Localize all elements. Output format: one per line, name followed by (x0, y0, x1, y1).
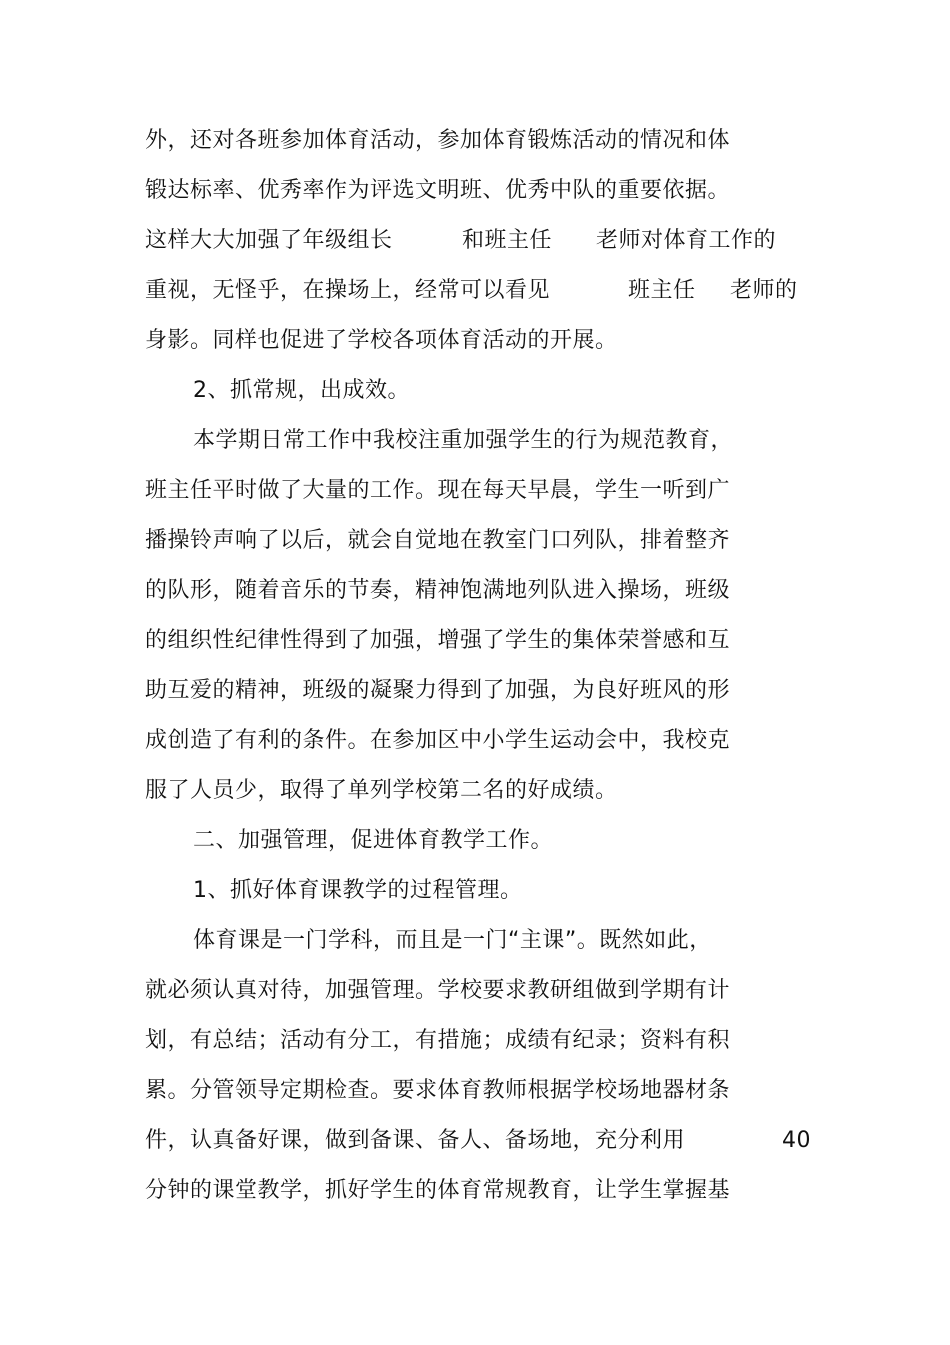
text-line: 老师的 (730, 278, 798, 303)
text-line: 老师对体育工作的 (596, 228, 777, 253)
text-line: 重视，无怪乎，在操场上，经常可以看见 (145, 278, 551, 303)
text-line: 累。分管领导定期检查。要求体育教师根据学校场地器材条 (145, 1078, 731, 1103)
text-line: 划，有总结；活动有分工，有措施；成绩有纪录；资料有积 (145, 1028, 731, 1053)
text-line: 的队形，随着音乐的节奏，精神饱满地列队进入操场，班级 (145, 578, 731, 603)
section-heading: 二、加强管理，促进体育教学工作。 (193, 828, 554, 853)
text-line: 这样大大加强了年级组长 (145, 228, 393, 253)
text-line: 身影。同样也促进了学校各项体育活动的开展。 (145, 328, 618, 353)
section-subheading: 1、抓好体育课教学的过程管理。 (193, 878, 523, 903)
text-line: 班主任 (628, 278, 696, 303)
text-line: 播操铃声响了以后，就会自觉地在教室门口列队，排着整齐 (145, 528, 731, 553)
text-line: 锻达标率、优秀率作为评选文明班、优秀中队的重要依据。 (145, 178, 731, 203)
text-line: 体育课是一门学科，而且是一门“主课”。既然如此， (193, 928, 712, 953)
text-line: 外，还对各班参加体育活动，参加体育锻炼活动的情况和体 (145, 128, 731, 153)
text-line: 40 (782, 1128, 811, 1153)
text-line: 服了人员少，取得了单列学校第二名的好成绩。 (145, 778, 618, 803)
text-line: 和班主任 (462, 228, 553, 253)
text-line: 成创造了有利的条件。在参加区中小学生运动会中，我校克 (145, 728, 731, 753)
text-line: 班主任平时做了大量的工作。现在每天早晨，学生一听到广 (145, 478, 731, 503)
section-subheading: 2、抓常规，出成效。 (193, 378, 410, 403)
text-line: 分钟的课堂教学，抓好学生的体育常规教育，让学生掌握基 (145, 1178, 731, 1203)
text-line: 本学期日常工作中我校注重加强学生的行为规范教育， (193, 428, 734, 453)
text-line: 助互爱的精神，班级的凝聚力得到了加强，为良好班风的形 (145, 678, 731, 703)
text-line: 件，认真备好课，做到备课、备人、备场地，充分利用 (145, 1128, 686, 1153)
text-line: 的组织性纪律性得到了加强，增强了学生的集体荣誉感和互 (145, 628, 731, 653)
text-line: 就必须认真对待，加强管理。学校要求教研组做到学期有计 (145, 978, 731, 1003)
